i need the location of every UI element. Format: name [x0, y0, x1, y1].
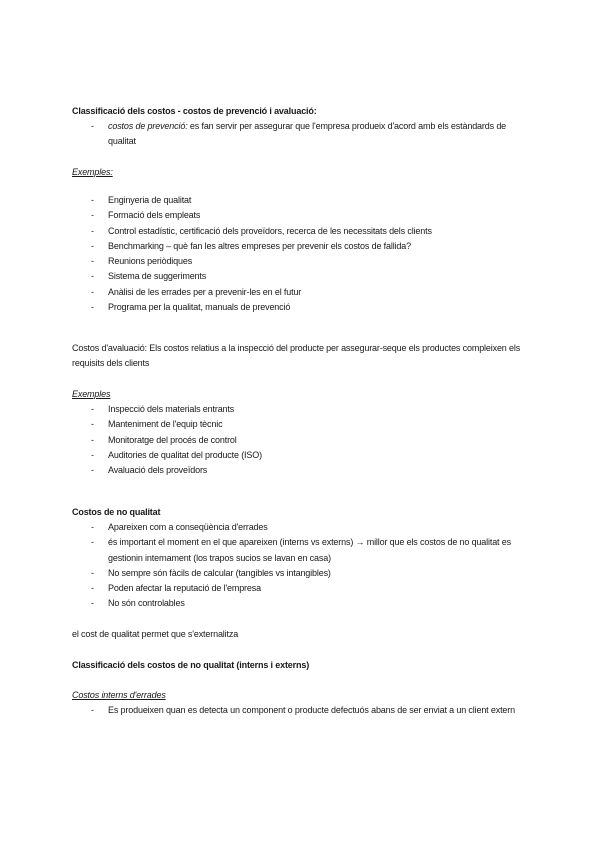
examples-label: Exemples:	[72, 167, 113, 177]
example-text: Sistema de suggeriments	[108, 271, 207, 282]
prevention-definition-text: es fan servir per assegurar que l'empresa produeix d'acord amb els estàndards de qualitat	[108, 121, 507, 147]
list-item	[72, 402, 532, 417]
list-item	[72, 703, 532, 718]
list-item	[72, 193, 532, 208]
list-item	[72, 463, 532, 478]
internal-failure-costs-label: Costos interns d'errades	[72, 690, 166, 700]
example-text: Benchmarking – què fan les altres empreses per prevenir els costos de fallida?	[108, 240, 411, 251]
section-heading-prevention-evaluation: Classificació dels costos - costos de prevenció i avaluació:	[72, 106, 317, 116]
prevention-definition-list	[72, 119, 532, 150]
non-quality-costs-list	[72, 520, 532, 612]
example-text: Manteniment de l'equip tècnic	[108, 419, 223, 430]
item-text: Apareixen com a conseqüència d'errades	[108, 522, 268, 532]
dash-marker: -	[91, 567, 94, 578]
list-item	[72, 433, 532, 448]
list-item	[72, 448, 532, 463]
dash-marker: -	[91, 240, 94, 251]
list-item	[72, 535, 532, 566]
list-item	[72, 269, 532, 284]
dash-marker: -	[91, 256, 94, 267]
list-item	[72, 285, 532, 300]
list-item	[72, 239, 532, 254]
example-text: Monitoratge del procés de control	[108, 434, 237, 445]
dash-marker: -	[91, 286, 94, 297]
dash-marker: -	[91, 121, 94, 131]
list-item	[72, 417, 532, 432]
prevention-examples-list	[72, 193, 532, 315]
list-item	[72, 596, 532, 611]
example-text: Programa per la qualitat, manuals de prevenció	[108, 302, 291, 313]
examples-label: Exemples	[72, 389, 111, 399]
example-text: Control estadístic, certificació dels proveïdors, recerca de les necessitats dels clients	[108, 225, 432, 236]
internal-failure-costs-list	[72, 703, 532, 718]
dash-marker: -	[91, 705, 94, 715]
example-text: Auditories de qualitat del producte (ISO)	[108, 449, 262, 460]
list-item	[72, 254, 532, 269]
list-item	[72, 520, 532, 535]
list-item	[72, 208, 532, 223]
cost-note: el cost de qualitat permet que s'externalitza	[72, 629, 239, 639]
example-text: Inspecció dels materials entrants	[108, 404, 235, 414]
item-text: No sempre són fàcils de calcular (tangibles vs intangibles)	[108, 567, 331, 578]
dash-marker: -	[91, 598, 94, 609]
section-heading-non-quality-costs: Costos de no qualitat	[72, 507, 161, 517]
item-text: Es produeixen quan es detecta un component o producte defectuós abans de ser enviat a un client extern	[108, 705, 515, 715]
section-heading-non-quality-classification: Classificació dels costos de no qualitat (interns i externs)	[72, 660, 310, 670]
dash-marker: -	[91, 210, 94, 221]
example-text: Avaluació dels proveïdors	[108, 465, 208, 476]
list-item	[72, 224, 532, 239]
dash-marker: -	[91, 195, 94, 205]
list-item	[72, 119, 532, 150]
list-item	[72, 581, 532, 596]
evaluation-examples-list	[72, 402, 532, 478]
item-text: No són controlables	[108, 598, 185, 609]
dash-marker: -	[91, 434, 94, 445]
dash-marker: -	[91, 449, 94, 460]
dash-marker: -	[91, 465, 94, 476]
dash-marker: -	[91, 419, 94, 430]
dash-marker: -	[91, 583, 94, 594]
list-item	[72, 566, 532, 581]
evaluation-costs-paragraph: Costos d'avaluació: Els costos relatius a la inspecció del producte per assegurar-seque els productes compleixen els requisits dels clients	[72, 343, 521, 369]
item-text: és important el moment en el que apareixen (interns vs externs) → millor que els costos de no qualitat es gestionin internament (los trapos sucios se lavan en casa)	[108, 537, 511, 563]
dash-marker: -	[91, 404, 94, 414]
example-text: Reunions periòdiques	[108, 256, 193, 267]
term-prevention-costs: costos de prevenció:	[108, 121, 188, 131]
list-item	[72, 300, 532, 315]
dash-marker: -	[91, 271, 94, 282]
example-text: Anàlisi de les errades per a prevenir-les en el futur	[108, 286, 302, 297]
example-text: Enginyeria de qualitat	[108, 195, 192, 205]
dash-marker: -	[91, 522, 94, 532]
dash-marker: -	[91, 225, 94, 236]
dash-marker: -	[91, 537, 94, 548]
dash-marker: -	[91, 302, 94, 313]
item-text: Poden afectar la reputació de l'empresa	[108, 583, 261, 594]
example-text: Formació dels empleats	[108, 210, 201, 221]
